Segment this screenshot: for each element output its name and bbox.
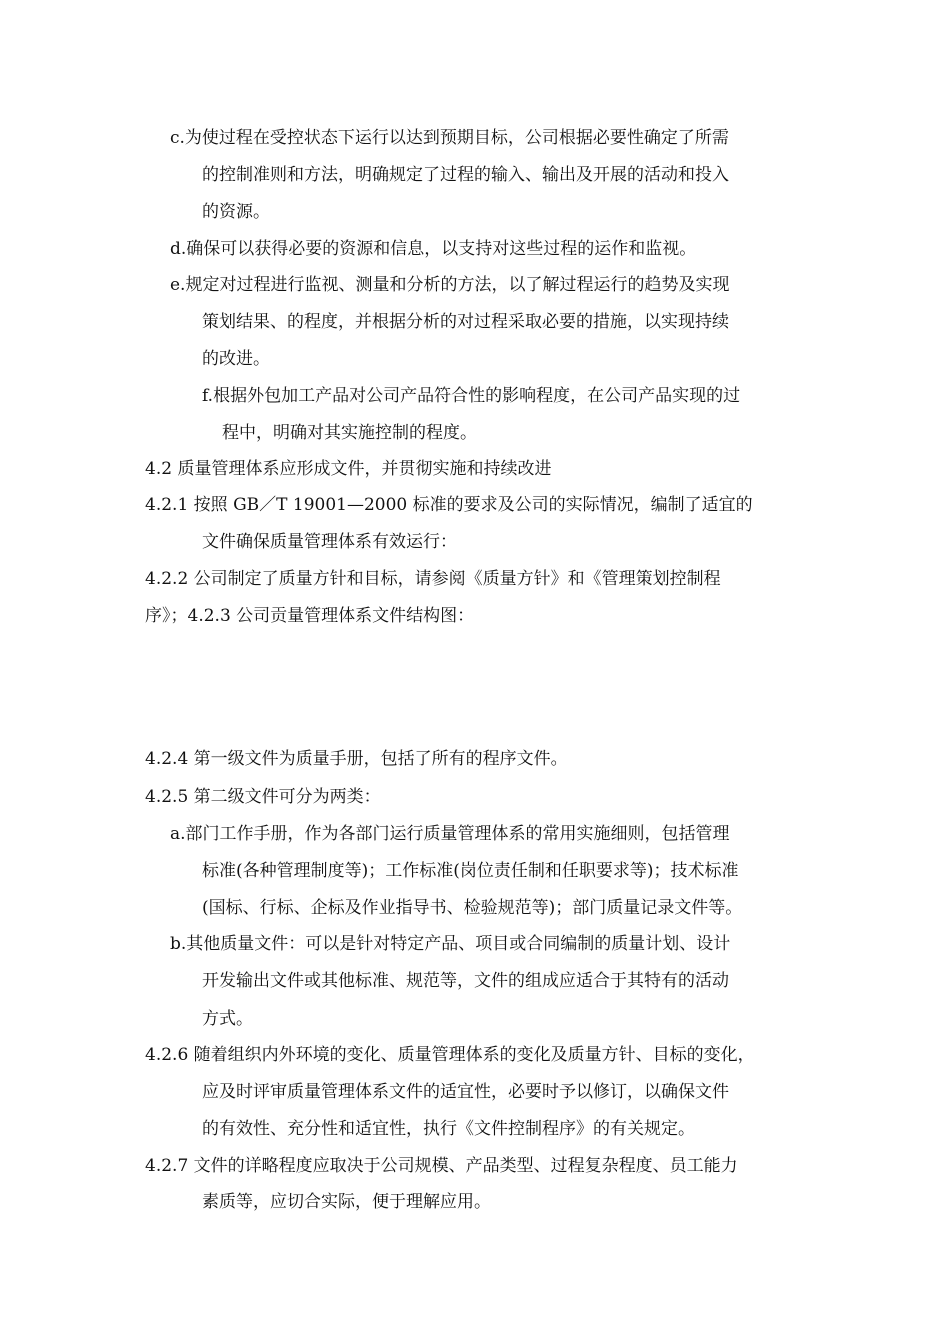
item-c-line-1: c.为使过程在受控状态下运行以达到预期目标，公司根据必要性确定了所需: [170, 128, 729, 148]
item-b-line-2: 开发输出文件或其他标准、规范等，文件的组成应适合于其特有的活动: [202, 971, 729, 991]
clause-4-2-1-line-2: 文件确保质量管理体系有效运行：: [202, 532, 457, 552]
clause-4-2-4: 4.2.4 第一级文件为质量手册，包括了所有的程序文件。: [145, 749, 568, 769]
item-b-line-3: 方式。: [202, 1009, 253, 1029]
item-e-line-1: e.规定对过程进行监视、测量和分析的方法，以了解过程运行的趋势及实现: [170, 275, 730, 295]
clause-4-2-6-line-3: 的有效性、充分性和适宜性，执行《文件控制程序》的有关规定。: [202, 1119, 695, 1139]
item-d-line-1: d.确保可以获得必要的资源和信息，以支持对这些过程的运作和监视。: [170, 239, 697, 259]
item-e-line-3: 的改进。: [202, 349, 270, 369]
item-a-line-3: (国标、行标、企标及作业指导书、检验规范等)；部门质量记录文件等。: [202, 898, 743, 918]
clause-4-2-2-line-1: 4.2.2 公司制定了质量方针和目标，请参阅《质量方针》和《管理策划控制程: [145, 569, 721, 589]
clause-4-2-7-line-2: 素质等，应切合实际，便于理解应用。: [202, 1192, 491, 1212]
item-b-line-1: b.其他质量文件：可以是针对特定产品、项目或合同编制的质量计划、设计: [170, 934, 731, 954]
item-f-line-2: 程中，明确对其实施控制的程度。: [222, 423, 477, 443]
clause-4-2-5: 4.2.5 第二级文件可分为两类：: [145, 787, 381, 807]
clause-4-2-1-line-1: 4.2.1 按照 GB／T 19001—2000 标准的要求及公司的实际情况，编制了适宜的: [145, 495, 753, 515]
clause-4-2-6-line-2: 应及时评审质量管理体系文件的适宜性，必要时予以修订，以确保文件: [202, 1082, 729, 1102]
item-a-line-1: a.部门工作手册，作为各部门运行质量管理体系的常用实施细则，包括管理: [170, 824, 730, 844]
clause-4-2-2-line-2: 序》；4.2.3 公司贡量管理体系文件结构图：: [145, 606, 475, 626]
item-f-line-1: f.根据外包加工产品对公司产品符合性的影响程度，在公司产品实现的过: [202, 386, 741, 406]
item-e-line-2: 策划结果、的程度，并根据分析的对过程采取必要的措施，以实现持续: [202, 312, 729, 332]
item-c-line-3: 的资源。: [202, 202, 270, 222]
section-4-2-heading: 4.2 质量管理体系应形成文件，并贯彻实施和持续改进: [145, 459, 552, 479]
clause-4-2-6-line-1: 4.2.6 随着组织内外环境的变化、质量管理体系的变化及质量方针、目标的变化，: [145, 1045, 755, 1065]
clause-4-2-7-line-1: 4.2.7 文件的详略程度应取决于公司规模、产品类型、过程复杂程度、员工能力: [145, 1156, 738, 1176]
item-a-line-2: 标准(各种管理制度等)；工作标准(岗位责任制和任职要求等)；技术标准: [202, 861, 739, 881]
item-c-line-2: 的控制准则和方法，明确规定了过程的输入、输出及开展的活动和投入: [202, 165, 729, 185]
